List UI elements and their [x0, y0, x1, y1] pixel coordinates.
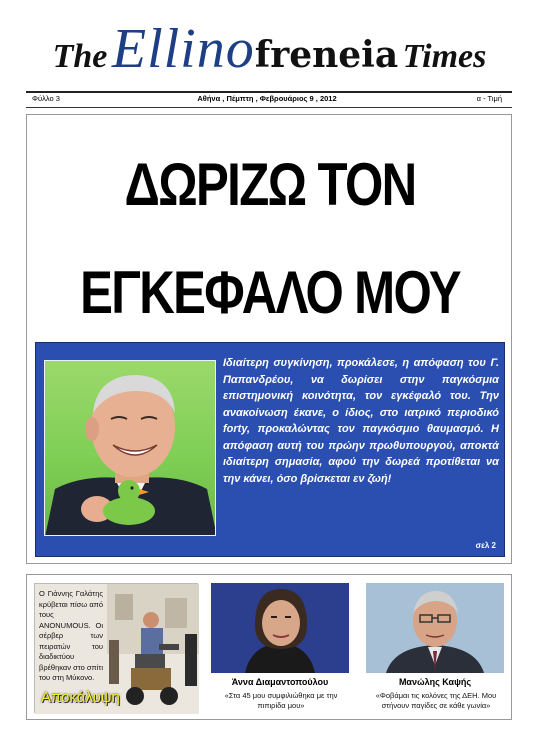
issue-date: Αθήνα , Πέμπτη , Φεβρουάριος 9 , 2012	[197, 94, 337, 103]
story-body: Ιδιαίτερη συγκίνηση, προκάλεσε, η απόφαση του Γ. Παπανδρέου, να δωρίσει στην παγκόσμια επιστημονική κοινότητα, τον εγκέφαλό του. Την ανακοίνωση έκανε, ο ίδιος, στο ιατρικό περιοδικό forty, προκαλώντας τον παγκόσμιο θαυμασμό. Η απόφαση αυτή του πρώην πρωθυπουργού, αποκτά ιδιαίτερη σημασία, αφού την δωρεά προτίθεται να την κάνει, όσο βρίσκεται εν ζωή!	[223, 357, 499, 485]
politician-photo-illustration	[45, 361, 216, 536]
kapsis-name: Μανώλης Καψής	[398, 677, 472, 687]
diamantopoulou-story-panel	[208, 583, 352, 713]
kapsis-quote: «Φοβάμαι τις κολόνες της ΔΕΗ. Μου στήνουν παγίδες σε κάθε γωνία»	[375, 691, 497, 710]
front-page-story	[26, 114, 512, 564]
kapsis-story-panel	[363, 583, 507, 713]
story-box	[35, 342, 505, 557]
secondary-stories	[26, 574, 512, 720]
issue-price: α - Τιμή	[476, 94, 502, 103]
masthead-ellino: Ellino	[111, 18, 255, 80]
diamantopoulou-quote: «Στα 45 μου συμφιλιώθηκα με την πιπιρίδα μου»	[224, 691, 338, 710]
man-portrait-illustration	[366, 583, 504, 673]
masthead-freneia: freneia	[254, 34, 399, 76]
revelation-label: Αποκάλυψη	[41, 689, 120, 706]
story-page-link[interactable]: σελ 2	[475, 541, 496, 550]
diamantopoulou-name: Άννα Διαμαντοπούλου	[231, 677, 329, 687]
kapsis-photo	[366, 583, 504, 673]
bottom-rule	[26, 107, 512, 108]
diamantopoulou-photo	[211, 583, 349, 673]
top-rule	[26, 91, 512, 93]
masthead-title	[0, 14, 539, 98]
masthead-the: The	[52, 38, 108, 75]
headline-line-1: ΔΩΡΙΖΩ ΤΟΝ	[124, 151, 416, 218]
headline-line-2: ΕΓΚΕΦΑΛΟ ΜΟΥ	[80, 259, 460, 326]
masthead-times: Times	[402, 38, 487, 75]
issue-number: Φύλλο 3	[32, 94, 60, 103]
story-photo	[44, 360, 216, 536]
issue-info-bar	[32, 94, 502, 106]
headline	[71, 131, 470, 347]
anonymous-story-panel	[34, 583, 198, 713]
woman-portrait-illustration	[211, 583, 349, 673]
masthead	[0, 14, 539, 84]
anonymous-story-text: Ο Γιάννης Γαλάτης κρύβεται πίσω από τους ANONUMOUS. Οι σέρβερ των πειρατών του διαδικτύου βρέθηκαν στο σπίτι του στη Μύκονο.	[39, 589, 103, 682]
